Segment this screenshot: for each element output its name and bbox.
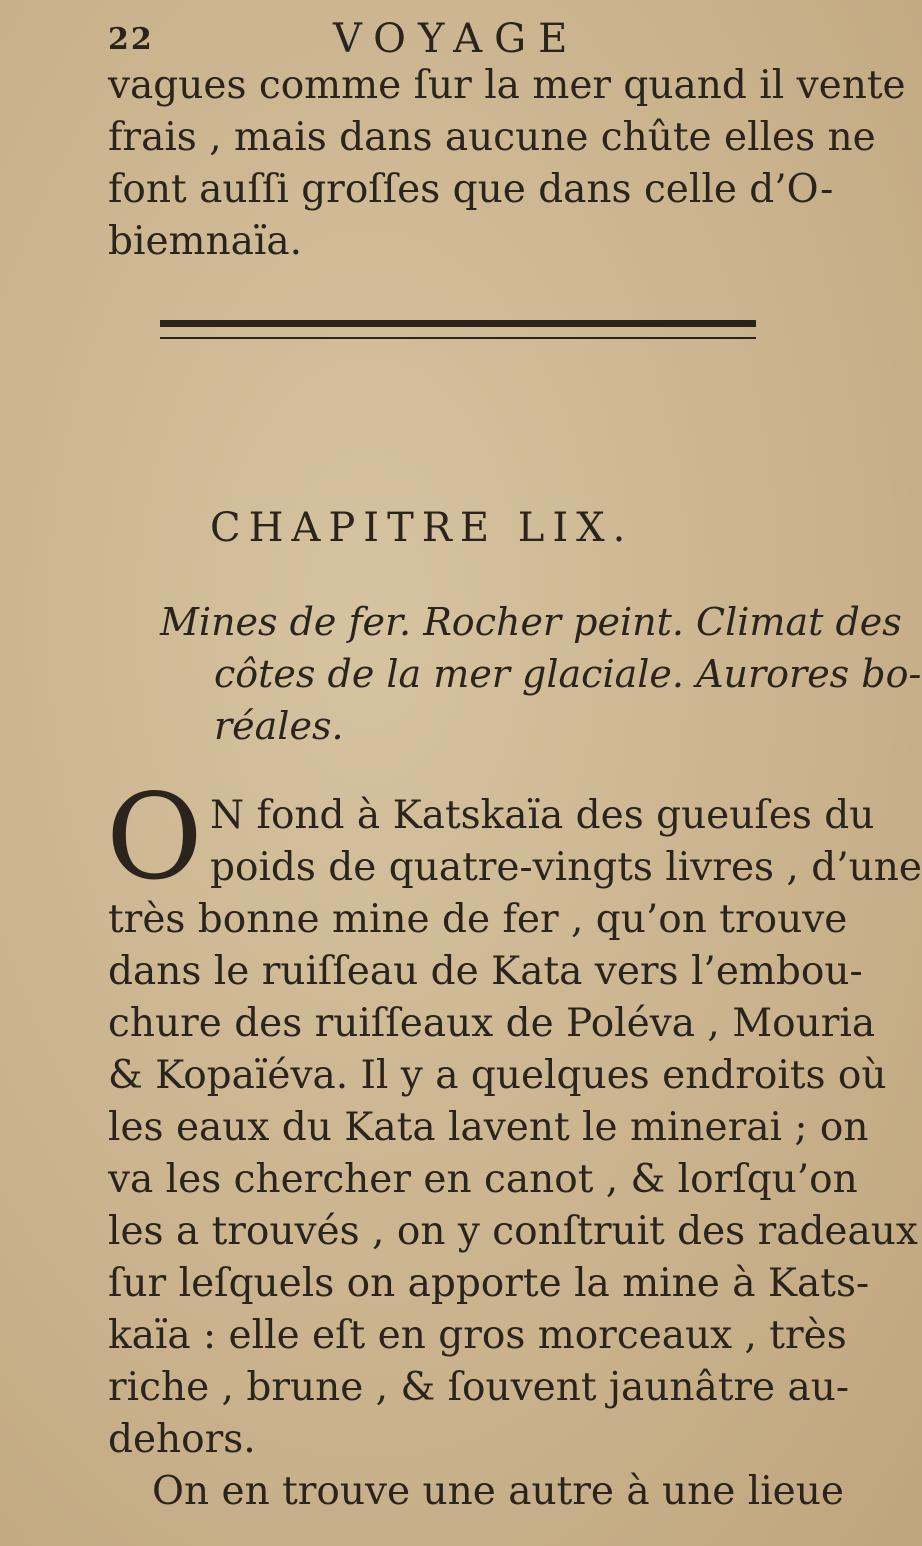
- text-line: & Kopaïéva. Il y a quelques endroits où: [108, 1053, 887, 1098]
- text-line: font auſſi groſſes que dans celle d’O-: [108, 167, 834, 212]
- chapter-title: CHAPITRE LIX.: [210, 505, 634, 551]
- thin-rule: [160, 337, 756, 339]
- chapter-summary-line: réales.: [214, 704, 344, 748]
- text-line: N fond à Katskaïa des gueuſes du: [210, 793, 875, 838]
- text-line: ſur leſquels on apporte la mine à Kats-: [108, 1261, 870, 1306]
- text-line: biemnaïa.: [108, 219, 302, 264]
- text-line: On en trouve une autre à une lieue: [152, 1469, 844, 1514]
- text-line: dehors.: [108, 1417, 256, 1462]
- drop-cap: O: [106, 768, 203, 906]
- text-line: kaïa : elle eſt en gros morceaux , très: [108, 1313, 847, 1358]
- text-line: dans le ruiſſeau de Kata vers l’embou-: [108, 949, 863, 994]
- text-line: riche , brune , & ſouvent jaunâtre au-: [108, 1365, 850, 1410]
- text-line: les a trouvés , on y conſtruit des radeaux: [108, 1209, 918, 1254]
- page-number: 22: [108, 22, 154, 57]
- text-line: chure des ruiſſeaux de Poléva , Mouria: [108, 1001, 876, 1046]
- text-line: poids de quatre-vingts livres , d’une: [210, 845, 922, 890]
- text-line: va les chercher en canot , & lorſqu’on: [108, 1157, 858, 1202]
- page-header: [108, 16, 748, 66]
- text-line: très bonne mine de fer , qu’on trouve: [108, 897, 848, 942]
- ornamental-rule: [160, 320, 756, 327]
- text-line: vagues comme ſur la mer quand il vente: [108, 63, 906, 108]
- text-line: frais , mais dans aucune chûte elles ne: [108, 115, 876, 160]
- chapter-summary-line: Mines de fer. Rocher peint. Climat des: [160, 600, 902, 644]
- running-head: VOYAGE: [333, 16, 580, 62]
- text-line: les eaux du Kata lavent le minerai ; on: [108, 1105, 869, 1150]
- chapter-summary-line: côtes de la mer glaciale. Aurores bo-: [214, 652, 922, 696]
